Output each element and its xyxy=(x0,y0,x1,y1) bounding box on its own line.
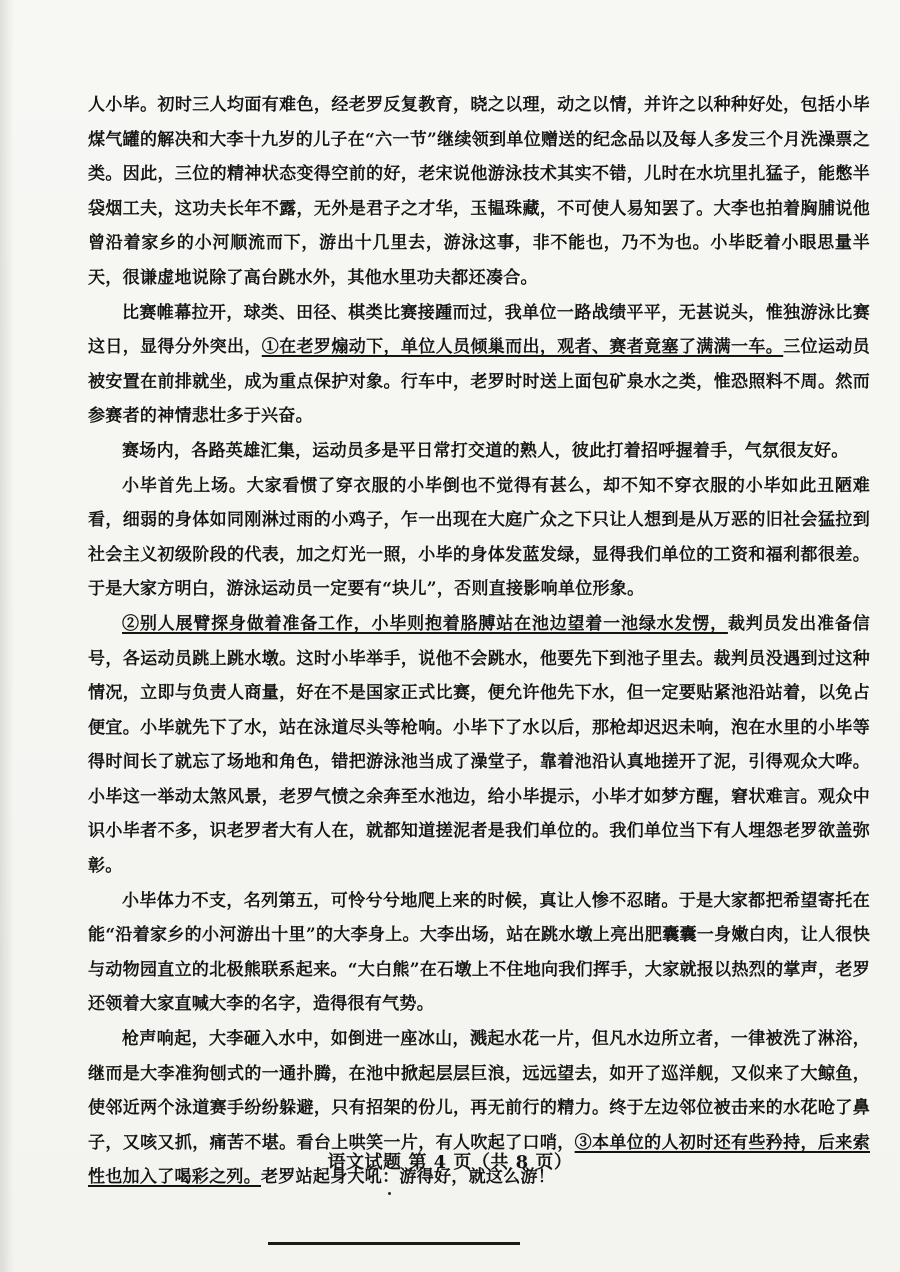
paragraph-2 xyxy=(88,296,870,434)
scan-edge-shadow xyxy=(0,0,14,1272)
paragraph-6 xyxy=(88,884,870,1022)
paragraph-text: 老罗站起身大吼：游得好，就这么游！ xyxy=(261,1167,556,1188)
paragraph-text: 裁判员发出准备信号，各运动员跳上跳水墩。这时小毕举手，说他不会跳水，他要先下到池子里去。裁判员没遇到过这种情况，立即与负责人商量，好在不是国家正式比赛，便允许他先下水，但一定要贴紧池沿站着，以免占便宜。小毕就先下了水，站在泳道尽头等枪响。小毕下了水以后，那枪却迟迟未响，泡在水里的小毕等得时间长了就忘了场地和角色，错把游泳池当成了澡堂子，靠着池沿认真地搓开了泥，引得观众大哗。小毕这一举动太煞风景，老罗气愤之余奔至水池边，给小毕提示，小毕才如梦方醒，窘状难言。观众中识小毕者不多，识老罗者大有人在，就都知道搓泥者是我们单位的。我们单位当下有人埋怨老罗欲盖弥彰。 xyxy=(88,613,870,877)
paragraph-text: 赛场内，各路英雄汇集，运动员多是平日常打交道的熟人，彼此打着招呼握着手，气氛很友好。 xyxy=(122,440,849,461)
bottom-rule-line xyxy=(268,1242,520,1245)
paragraph-text: 小毕体力不支，名列第五，可怜兮兮地爬上来的时候，真让人惨不忍睹。于是大家都把希望寄托在能“沿着家乡的小河游出十里”的大李身上。大李出场，站在跳水墩上亮出肥囊囊一身嫩白肉，让人很快与动物园直立的北极熊联系起来。“大白熊”在石墩上不住地向我们挥手，大家就报以热烈的掌声，老罗还领着大家直喊大李的名字，造得很有气势。 xyxy=(88,890,870,1015)
passage-text xyxy=(88,88,870,1195)
paragraph-3 xyxy=(88,434,870,469)
paragraph-4 xyxy=(88,469,870,607)
paragraph-1 xyxy=(88,88,870,296)
paragraph-text: 人小毕。初时三人均面有难色，经老罗反复教育，晓之以理，动之以情，并许之以种种好处，包括小毕煤气罐的解决和大李十九岁的儿子在“六一节”继续领到单位赠送的纪念品以及每人多发三个月洗澡票之类。因此，三位的精神状态变得空前的好，老宋说他游泳技术其实不错，儿时在水坑里扎猛子，能憋半袋烟工夫，这功夫长年不露，无外是君子之才华，玉韫珠藏，不可使人易知罢了。大李也拍着胸脯说他曾沿着家乡的小河顺流而下，游出十几里去，游泳这事，非不能也，乃不为也。小毕眨着小眼思量半天，很谦虚地说除了高台跳水外，其他水里功夫都还凑合。 xyxy=(88,95,870,288)
paragraph-text: 枪声响起，大李砸入水中，如倒进一座冰山，溅起水花一片，但凡水边所立者，一律被洗了淋浴，继而是大李准狗刨式的一通扑腾，在池中掀起层层巨浪，远远望去，如开了巡洋舰，又似来了大鲸鱼，使邻近两个泳道赛手纷纷躲避，只有招架的份儿，再无前行的精力。终于左边邻位被击来的水花呛了鼻子，又咳又抓，痛苦不堪。看台上哄笑一片，有人吹起了口哨， xyxy=(88,1029,870,1153)
underlined-sentence-1: ①在老罗煽动下，单位人员倾巢而出，观者、赛者竟塞了满满一车。 xyxy=(261,337,784,358)
underlined-sentence-3: ③本单位的人初时还有些矜持，后来索性也加入了喝彩之列。 xyxy=(88,1132,870,1188)
paragraph-text: 比赛帷幕拉开，球类、田径、棋类比赛接踵而过，我单位一路战绩平平，无甚说头，惟独游泳比赛这日，显得分外突出， xyxy=(88,302,870,358)
paragraph-5 xyxy=(88,607,870,884)
scan-dot xyxy=(388,1192,391,1195)
page-footer: 语文试题 第 4 页（共 8 页） xyxy=(327,1152,573,1173)
underlined-sentence-2: ②别人展臂探身做着准备工作，小毕则抱着胳膊站在池边望着一池绿水发愣， xyxy=(122,613,728,634)
paragraph-text: 小毕首先上场。大家看惯了穿衣服的小毕倒也不觉得有甚么，却不知不穿衣服的小毕如此丑陋难看，细弱的身体如同刚淋过雨的小鸡子，乍一出现在大庭广众之下只让人想到是从万恶的旧社会猛拉到社会主义初级阶段的代表，加之灯光一照，小毕的身体发蓝发绿，显得我们单位的工资和福利都很差。于是大家方明白，游泳运动员一定要有“块儿”，否则直接影响单位形象。 xyxy=(88,475,870,600)
paragraph-text: 三位运动员被安置在前排就坐，成为重点保护对象。行车中，老罗时时送上面包矿泉水之类，惟恐照料不周。然而参赛者的神情悲壮多于兴奋。 xyxy=(88,337,871,427)
